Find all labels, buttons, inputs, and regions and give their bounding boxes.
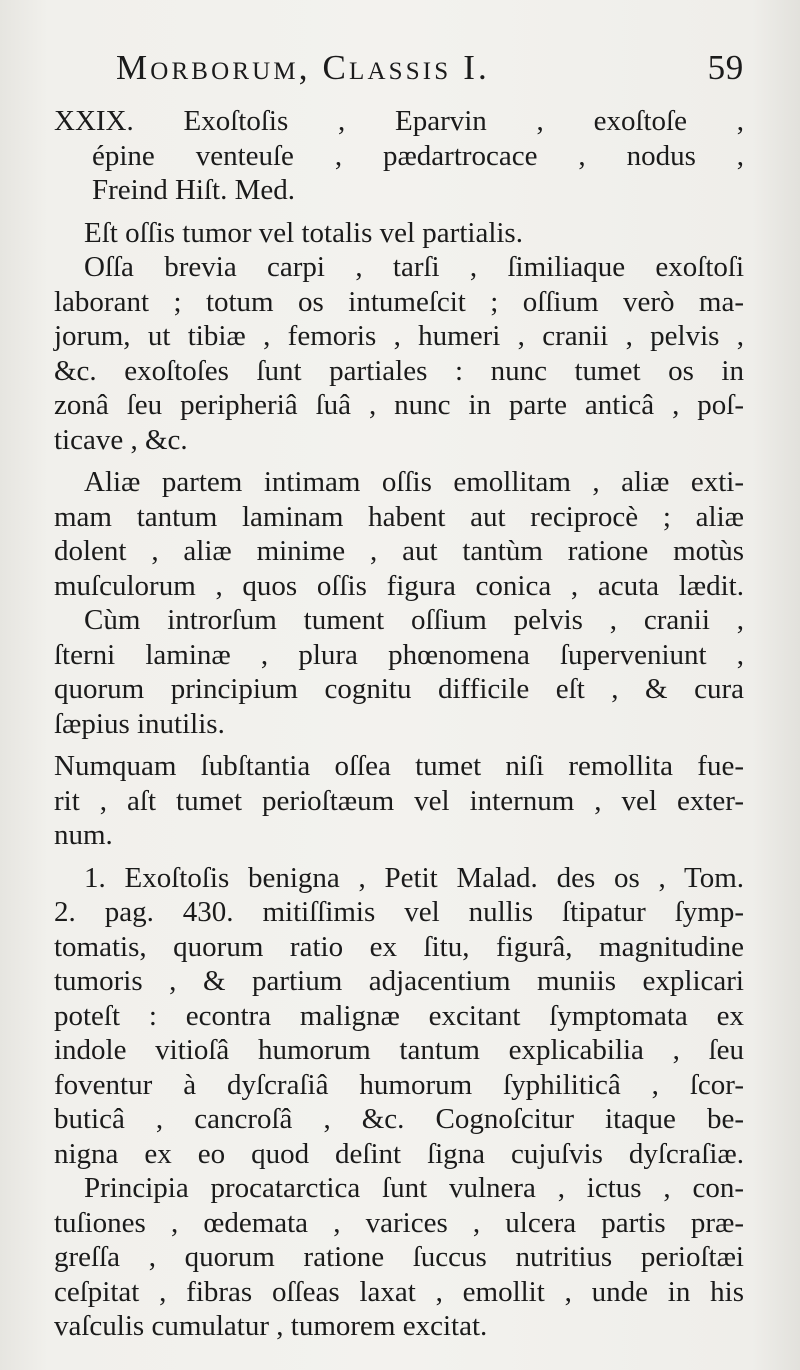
page-text-block [54, 38, 744, 1344]
text-line: Numquam ſubſtantia oſſea tumet niſi remollita fue- [54, 750, 744, 782]
text-line: nigna ex eo quod deſint ſigna cujuſvis dyſcraſiæ. [54, 1137, 744, 1170]
body-text [54, 104, 744, 1344]
text-line: mam tantum laminam habent aut reciprocè ; aliæ [54, 500, 744, 533]
text-line: greſſa , quorum ratione ſuccus nutritius perioſtæi [54, 1241, 744, 1273]
text-line: buticâ , cancroſâ , &c. Cognoſcitur itaque be- [54, 1103, 744, 1135]
running-header [54, 38, 744, 104]
text-line: &c. exoſtoſes ſunt partiales : nunc tumet os in [54, 354, 744, 387]
page-number: 59 [707, 48, 744, 87]
text-line: muſculorum , quos oſſis figura conica , acuta lædit. [54, 569, 744, 602]
text-line: laborant ; totum os intumeſcit ; oſſium verò ma- [54, 285, 744, 318]
text-line: jorum, ut tibiæ , femoris , humeri , cranii , pelvis , [54, 320, 744, 352]
text-line: Freind Hiſt. Med. [92, 174, 295, 206]
text-line: ſæpius inutilis. [54, 707, 225, 740]
text-line: zonâ ſeu peripheriâ ſuâ , nunc in parte anticâ , poſ- [54, 389, 744, 421]
text-line: 1. Exoſtoſis benigna , Petit Malad. des os , Tom. [84, 861, 744, 894]
running-title: Morborum, Classis I. [116, 48, 490, 87]
text-line: Eſt oſſis tumor vel totalis vel partialis. [84, 216, 523, 249]
text-line: tumoris , & partium adjacentium muniis explicari [54, 965, 744, 997]
text-line: épine venteuſe , pædartrocace , nodus , [92, 139, 744, 172]
text-line: indole vitioſâ humorum tantum explicabilia , ſeu [54, 1034, 744, 1066]
text-line: tuſiones , œdemata , varices , ulcera partis præ- [54, 1206, 744, 1239]
text-line: XXIX. Exoſtoſis , Eparvin , exoſtoſe , [54, 105, 744, 137]
text-line: foventur à dyſcraſiâ humorum ſyphiliticâ , ſcor- [54, 1068, 744, 1101]
text-line: dolent , aliæ minime , aut tantùm ratione motùs [54, 535, 744, 567]
text-line: rit , aſt tumet perioſtæum vel internum , vel exter- [54, 784, 744, 817]
text-line: Principia procatarctica ſunt vulnera , ictus , con- [84, 1172, 744, 1204]
text-line: Aliæ partem intimam oſſis emollitam , aliæ exti- [84, 466, 744, 498]
text-line: Oſſa brevia carpi , tarſi , ſimiliaque exoſtoſi [84, 251, 744, 283]
text-line: vaſculis cumulatur , tumorem excitat. [54, 1310, 488, 1342]
text-line: ſterni laminæ , plura phœnomena ſuperveniunt , [54, 638, 744, 671]
text-line: quorum principium cognitu difficile eſt , & cura [54, 673, 744, 705]
text-line: Cùm introrſum tument oſſium pelvis , cranii , [84, 604, 744, 636]
text-line: ceſpitat , fibras oſſeas laxat , emollit , unde in his [54, 1275, 744, 1308]
text-line: poteſt : econtra malignæ excitant ſymptomata ex [54, 999, 744, 1032]
text-line: tomatis, quorum ratio ex ſitu, figurâ, magnitudine [54, 930, 744, 963]
text-line: 2. pag. 430. mitiſſimis vel nullis ſtipatur ſymp- [54, 896, 744, 928]
text-line: num. [54, 819, 113, 851]
text-line: ticave , &c. [54, 423, 188, 456]
